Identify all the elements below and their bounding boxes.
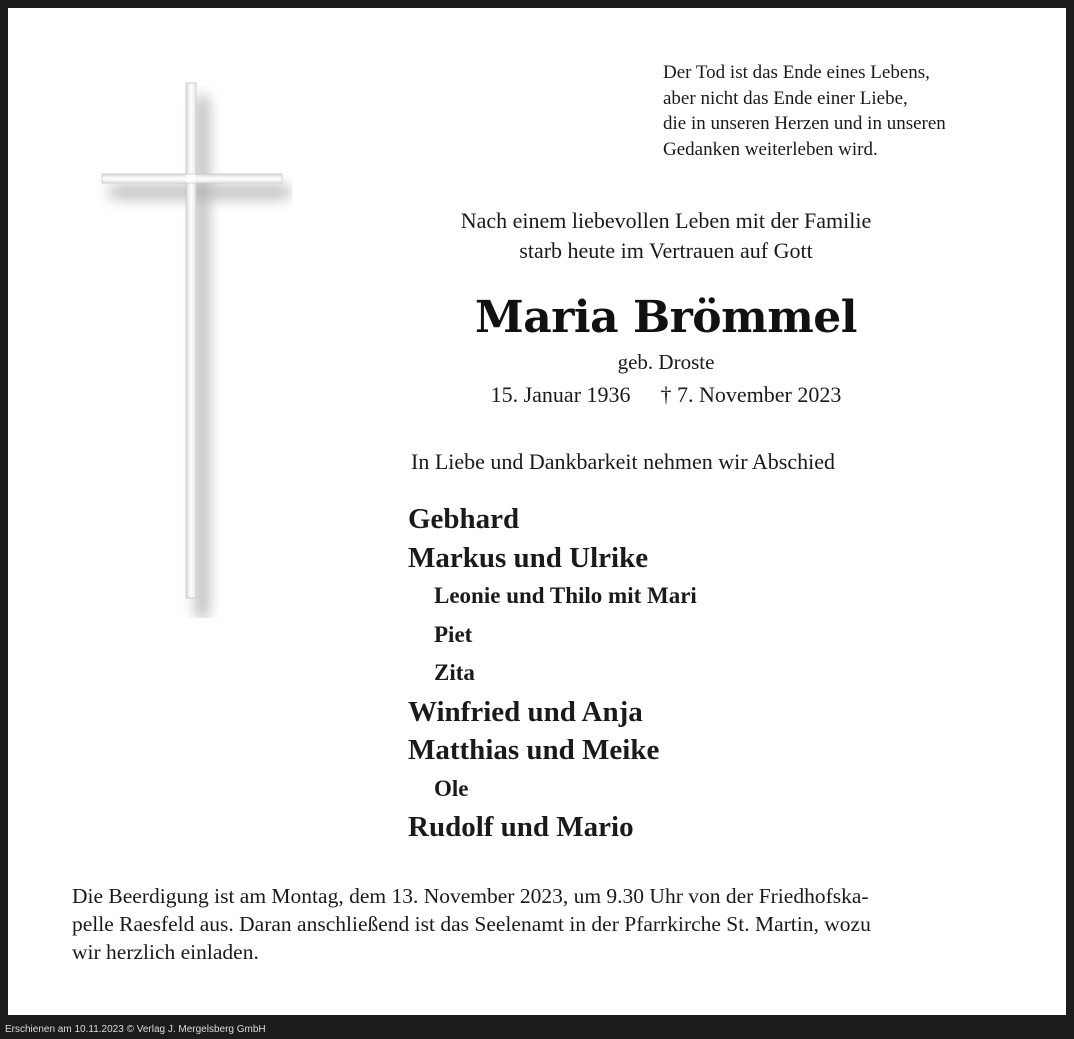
life-dates — [348, 382, 984, 408]
burial-line: pelle Raesfeld aus. Daran anschließend ist das Seelenamt in der Pfarrkirche St. Martin, wozu — [72, 912, 871, 936]
intro-text — [348, 206, 984, 266]
deceased-name: Maria Brömmel — [475, 292, 857, 343]
death-date: † 7. November 2023 — [660, 382, 842, 407]
publication-footer: Erschienen am 10.11.2023 © Verlag J. Mergelsberg GmbH — [5, 1024, 266, 1035]
family-member: Winfried und Anja — [408, 695, 643, 728]
poem-line: die in unseren Herzen und in unseren — [663, 113, 946, 134]
cross-icon — [92, 78, 292, 618]
family-member: Gebhard — [408, 503, 520, 535]
obituary-notice — [8, 8, 1066, 1015]
burial-info — [72, 882, 1022, 966]
family-member-child: Leonie und Thilo mit Mari — [434, 583, 697, 608]
family-list — [408, 500, 697, 847]
intro-line: starb heute im Vertrauen auf Gott — [519, 238, 813, 263]
family-member-child: Ole — [434, 775, 469, 801]
poem-line: aber nicht das Ende einer Liebe, — [663, 87, 908, 109]
burial-line: Die Beerdigung ist am Montag, dem 13. November 2023, um 9.30 Uhr von der Friedhofska- — [72, 884, 869, 908]
poem-line: Der Tod ist das Ende eines Lebens, — [663, 62, 930, 83]
family-member: Markus und Ulrike — [408, 541, 649, 574]
poem-line: Gedanken weiterleben wird. — [663, 138, 878, 160]
burial-line: wir herzlich einladen. — [72, 940, 259, 964]
family-member: Rudolf und Mario — [408, 811, 634, 843]
birth-date: 15. Januar 1936 — [490, 382, 631, 407]
intro-line: Nach einem liebevollen Leben mit der Familie — [460, 208, 872, 233]
farewell-text: In Liebe und Dankbarkeit nehmen wir Abschied — [411, 449, 835, 474]
family-member-child: Piet — [434, 621, 473, 647]
maiden-name: geb. Droste — [617, 350, 715, 374]
family-member-child: Zita — [434, 660, 475, 685]
family-member: Matthias und Meike — [408, 734, 660, 766]
poem — [663, 60, 1043, 162]
